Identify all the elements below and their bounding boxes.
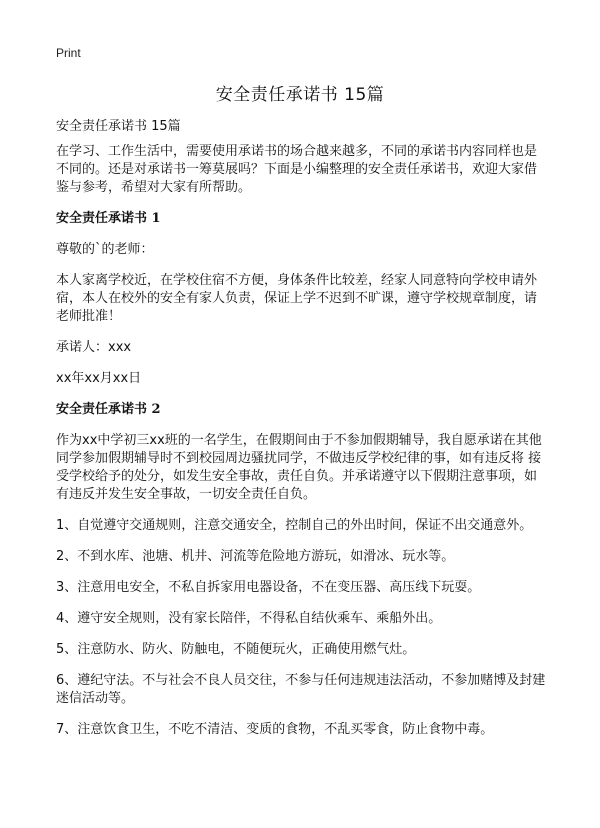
- list-item: 5、注意防水、防火、防触电，不随便玩火，正确使用燃气灶。: [56, 642, 416, 657]
- section-1-body: 本人家离学校近，在学校住宿不方便，身体条件比较差，经家人同意特向学校申请外宿，本人在校外的安全有家人负责，保证上学不迟到不旷课，遵守学校规章制度，请老师批准！: [56, 273, 538, 324]
- section-2-body: 作为xx中学初三xx班的一名学生，在假期间由于不参加假期辅导，我自愿承诺在其他同学参加假期辅导时不到校园周边骚扰同学，不做违反学校纪律的事，如有违反将 接受学校给予的处分，如发生安全事故，责任自负。并承诺遵守以下假期注意事项，如有违反并发生安全事故，一切安全责任自负。: [56, 433, 542, 502]
- section-heading-2: 安全责任承诺书 2: [56, 402, 161, 417]
- list-item: 4、遵守安全规则，没有家长陪伴，不得私自结伙乘车、乘船外出。: [56, 611, 442, 626]
- document-subtitle: 安全责任承诺书 15篇: [56, 119, 181, 134]
- page-title: 安全责任承诺书 15篇: [215, 85, 385, 105]
- list-item: 7、注意饮食卫生，不吃不清洁、变质的食物，不乱买零食，防止食物中毒。: [56, 722, 494, 737]
- list-item: 6、遵纪守法。不与社会不良人员交往，不参与任何违规违法活动，不参加赌博及封建迷信活动等。: [56, 673, 546, 706]
- document-content: [56, 118, 548, 752]
- salutation: 尊敬的`的老师：: [56, 242, 154, 257]
- section-heading-1: 安全责任承诺书 1: [56, 211, 161, 226]
- date-line: xx年xx月xx日: [56, 371, 142, 386]
- print-link[interactable]: Print: [56, 46, 81, 60]
- list-item: 2、不到水库、池塘、机井、河流等危险地方游玩，如滑冰、玩水等。: [56, 549, 455, 564]
- list-item: 3、注意用电安全，不私自拆家用电器设备，不在变压器、高压线下玩耍。: [56, 580, 481, 595]
- signer-line: 承诺人：xxx: [56, 340, 132, 355]
- list-item: 1、自觉遵守交通规则，注意交通安全，控制自己的外出时间，保证不出交通意外。: [56, 518, 533, 533]
- intro-paragraph: 在学习、工作生活中，需要使用承诺书的场合越来越多，不同的承诺书内容同样也是不同的。还是对承诺书一筹莫展吗？下面是小编整理的安全责任承诺书，欢迎大家借鉴与参考，希望对大家有所帮助。: [56, 144, 538, 195]
